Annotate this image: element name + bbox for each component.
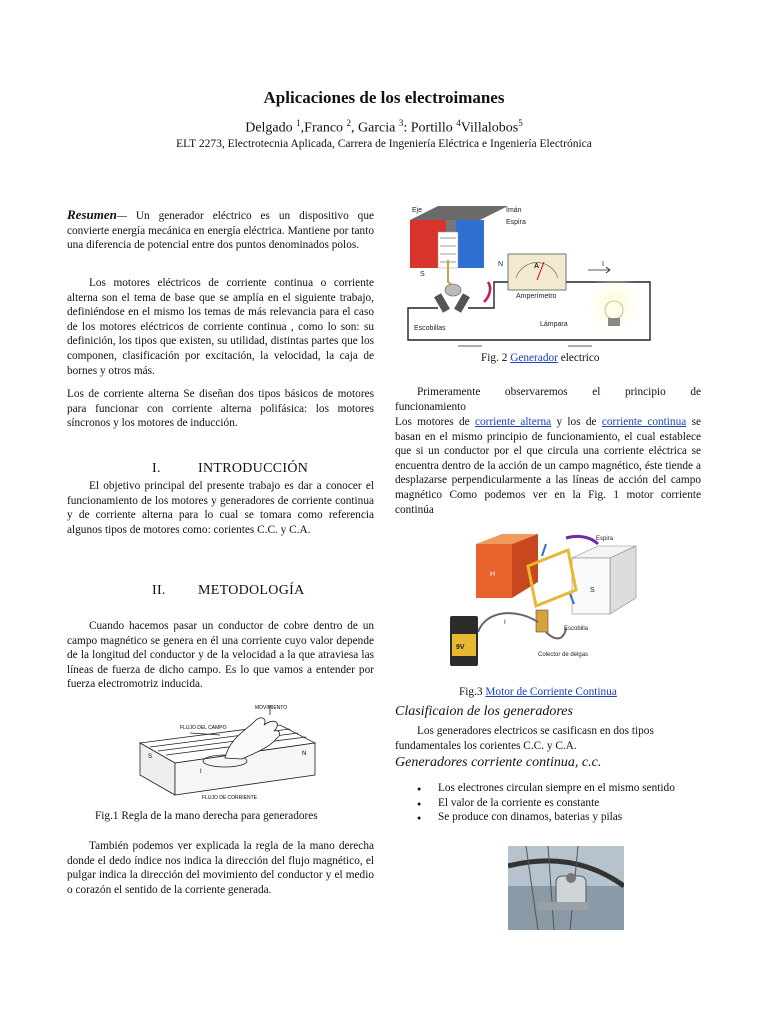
label-movimiento: MOVIMIENTO: [255, 705, 288, 711]
lamp-bulb: [605, 301, 623, 319]
list-item: ● Los electrones circulan siempre en el mismo sentido: [395, 781, 701, 796]
affil-index: 2: [346, 118, 352, 128]
dynamo-roller: [566, 873, 576, 883]
author-line: [0, 118, 768, 137]
section-title: INTRODUCCIÓN: [198, 461, 309, 476]
label-i: I: [200, 769, 202, 775]
list-item: ● El valor de la corriente es constante: [395, 796, 701, 811]
label-escobillas: Escobillas: [414, 325, 446, 332]
label-h: H: [490, 571, 496, 578]
wire: [546, 628, 566, 638]
label-espira: Espira: [506, 219, 526, 226]
author-4: : Portillo: [403, 120, 457, 136]
figure-3-caption: [459, 686, 617, 698]
abstract-text: Un generador eléctrico es un dispositivo que convierte energía mecánica en energía eléctrica. Mantiene por tanto una diferencia de potencial entre dos puntos denominados polos.: [67, 210, 374, 252]
author-1: Delgado: [245, 120, 297, 136]
text-run: Los motores de: [395, 416, 475, 428]
label-eje: Eje: [412, 207, 423, 214]
label-lampara: Lámpara: [540, 321, 568, 328]
figure-1-caption: Fig.1 Regla de la mano derecha para generadores: [95, 810, 318, 822]
figure-1-hand-rule: [130, 703, 325, 803]
magnet-south-side: [610, 546, 636, 614]
label-espira: Espira: [596, 536, 614, 542]
paragraph: Cuando hacemos pasar un conductor de cobre dentro de un campo magnético se genera en él una corriente cuyo valor depende de la longitud del conductor y de la velocidad a la que atraviesa las líneas de fuerza de dicho campo. Es lo que vamos a entender por fuerza electromotriz inducida.: [67, 620, 374, 691]
link-generador[interactable]: Generador: [510, 352, 558, 364]
slip-ring: [445, 284, 461, 296]
label-9v: 9V: [456, 644, 465, 651]
abstract-dash: —: [116, 210, 127, 222]
label-flujo-corriente: FLUJO DE CORRIENTE: [202, 795, 258, 801]
label-n: N: [302, 751, 307, 757]
subheading-cc: Generadores corriente continua, c.c.: [395, 755, 602, 770]
label-a: A: [534, 263, 540, 270]
paragraph: Los de corriente alterna Se diseñan dos tipos básicos de motores para funcionar con corriente alterna polifásica: los motores síncronos y los motores de inducción.: [67, 388, 374, 430]
abstract-label: Resumen: [67, 207, 117, 222]
affil-index: 5: [518, 118, 523, 128]
label-escobilla: Escobilla: [564, 626, 589, 632]
paragraph: El objetivo principal del presente trabajo es dar a conocer el funcionamiento de los motores y generadores de corriente continua y de corriente alterna para lo cual se tomara como referencia algunos tipos de motores como: corientes C.C. y C.A.: [67, 480, 374, 536]
link-motor-cc[interactable]: Motor de Corriente Continua: [485, 686, 617, 698]
paragraph: Primeramente observaremos el principio de funcionamiento: [395, 386, 701, 413]
subheading-clasificacion: Clasificaion de los generadores: [395, 704, 573, 719]
label-iman: Imán: [506, 207, 522, 214]
author-2: ,Franco: [300, 120, 347, 136]
affil-index: 4: [456, 118, 461, 128]
rotation-arrow: [566, 536, 598, 544]
text-run: se basan en el mismo principio de funcionamiento, el cual establece que si un conductor por el que circula una corriente eléctrica se encuentra dentro de la acción de un campo magnético, éste tiende a desplazarse perpendicularmente a las líneas de acción del campo magnético Como podemos ver en la Fig. 1 motor corriente continúa: [395, 416, 701, 516]
author-5: Villalobos: [460, 120, 519, 136]
magnet-north-side: [512, 534, 538, 598]
magnet-south-pole: [456, 220, 484, 268]
section-title: METODOLOGÍA: [198, 583, 305, 598]
label-colector: Colector de delgas: [538, 652, 589, 658]
label-amperimetro: Amperímetro: [516, 293, 557, 300]
link-corriente-continua[interactable]: corriente continua: [601, 416, 687, 428]
label-i: I: [504, 620, 506, 626]
page-title: Aplicaciones de los electroimanes: [263, 88, 505, 107]
label-n: N: [498, 261, 504, 268]
paragraph: Los motores eléctricos de corriente continua o corriente alterna son el tema de base que se amplía en el siguiente trabajo, definiéndose en el mismo los temas de más relevancia para el caso de los motores eléctricos de corriente continua , como lo son: su definición, los tipos que existen, su utilidad, distintas partes que los componen, clasificación por excitación, la velocidad, la caja de bornes y otros más.: [67, 277, 374, 377]
force-arrow: [542, 544, 546, 556]
paragraph: Los generadores electricos se casificasn en dos tipos fundamentales los corientes C.C. y C.A.: [395, 725, 654, 752]
wire: [478, 613, 538, 632]
lamp-base: [608, 318, 620, 326]
list-item: ● Se produce con dinamos, baterias y pilas: [395, 810, 701, 825]
label-flujo-campo: FLUJO DEL CAMPO: [180, 725, 227, 731]
ammeter: [508, 254, 566, 290]
magnet-side-face: [140, 743, 175, 795]
caption-prefix: Fig. 2: [481, 352, 511, 364]
bullet-list: [395, 781, 701, 825]
caption-prefix: Fig.3: [459, 686, 486, 698]
abstract: [67, 208, 374, 253]
bike-frame: [538, 902, 588, 910]
section-number: II.: [152, 583, 166, 598]
label-s: S: [148, 754, 153, 760]
affil-index: 3: [398, 118, 404, 128]
link-corriente-alterna[interactable]: corriente alterna: [474, 416, 552, 428]
label-s: S: [420, 271, 425, 278]
caption-suffix: electrico: [557, 352, 600, 364]
figure-3-dc-motor: [446, 532, 642, 670]
paragraph: También podemos ver explicada la regla de la mano derecha donde el dedo índice nos indica la dirección del flujo magnético, el pulgar indica la dirección del movimiento del conductor y el medio o corazón el sentido de la corriente generada.: [67, 840, 374, 896]
photo-bicycle-dynamo: [508, 846, 624, 930]
magnet-south: [572, 558, 610, 614]
paragraph: [395, 415, 701, 517]
figure-2-caption: [481, 352, 600, 364]
author-3: , Garcia: [351, 120, 399, 136]
figure-2-generator: [398, 198, 660, 348]
text-run: y los de: [551, 416, 602, 428]
section-number: I.: [152, 461, 161, 476]
affiliation: ELT 2273, Electrotecnia Aplicada, Carrera de Ingeniería Eléctrica e Ingeniería Electrónica: [176, 138, 592, 150]
label-s: S: [590, 587, 595, 594]
affil-index: 1: [296, 118, 301, 128]
label-i: I: [602, 261, 604, 268]
